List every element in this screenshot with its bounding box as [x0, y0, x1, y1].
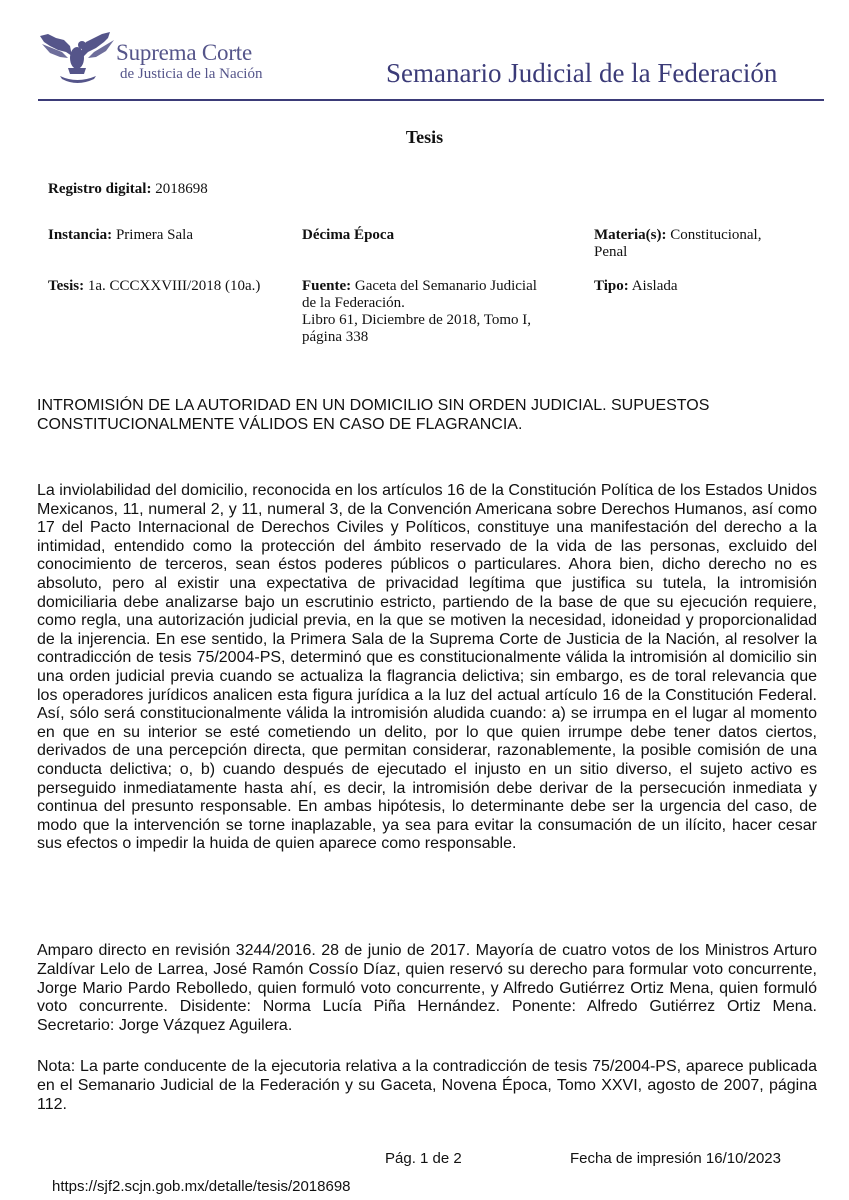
- eagle-emblem-icon: [38, 30, 118, 86]
- page-number: Pág. 1 de 2: [385, 1150, 462, 1167]
- fuente-value-1: Gaceta del Semanario Judicial: [354, 278, 537, 294]
- tesis-label: Tesis:: [48, 278, 85, 294]
- registro-digital: [48, 181, 208, 198]
- site-title: Semanario Judicial de la Federación: [386, 58, 778, 88]
- fuente-value-3: Libro 61, Diciembre de 2018, Tomo I,: [302, 312, 532, 328]
- note-paragraph: Nota: La parte conducente de la ejecutoria relativa a la contradicción de tesis 75/2004-PS, aparece publicada en el Semanario Judicial de la Federación y su Gaceta, Novena Época, Tomo XXVI, agosto de 2007, página 112.: [37, 1058, 817, 1113]
- document-heading: Tesis: [405, 127, 444, 147]
- materia-label: Materia(s):: [594, 227, 667, 243]
- epoca-value: Décima Época: [302, 227, 395, 243]
- registro-value: 2018698: [155, 181, 208, 197]
- logo-line-2: de Justicia de la Nación: [120, 66, 263, 82]
- tesis-rubro: INTROMISIÓN DE LA AUTORIDAD EN UN DOMICILIO SIN ORDEN JUDICIAL. SUPUESTOS CONSTITUCIONALMENTE VÁLIDOS EN CASO DE FLAGRANCIA.: [37, 397, 710, 433]
- fuente-label: Fuente:: [302, 278, 352, 294]
- tesis-value: 1a. CCCXXVIII/2018 (10a.): [87, 278, 261, 294]
- header-divider: [38, 99, 824, 101]
- epoca: [302, 227, 394, 244]
- registro-label: Registro digital:: [48, 181, 152, 197]
- logo-wordmark: [116, 40, 262, 82]
- instancia: [48, 227, 193, 244]
- source-url: https://sjf2.scjn.gob.mx/detalle/tesis/2018698: [52, 1178, 351, 1195]
- print-date: Fecha de impresión 16/10/2023: [570, 1150, 781, 1167]
- tesis-body: La inviolabilidad del domicilio, reconocida en los artículos 16 de la Constitución Política de los Estados Unidos Mexicanos, 11, numeral 2, y 11, numeral 3, de la Convención Americana sobre Derechos Humanos, así como 17 del Pacto Internacional de Derechos Civiles y Políticos, constituye una manifestación del derecho a la intimidad, entendido como la protección del ámbito reservado de la vida de las personas, excluido del conocimiento de terceros, sean éstos poderes públicos o particulares. Ahora bien, dicho derecho no es absoluto, pero al existir una expectativa de privacidad legítima que justifica su tutela, la intromisión domiciliaria debe analizarse bajo un escrutinio estricto, partiendo de la base de que su ejecución requiere, como regla, una autorización judicial previa, en la que se motiven la necesidad, idoneidad y proporcionalidad de la injerencia. En ese sentido, la Primera Sala de la Suprema Corte de Justicia de la Nación, al resolver la contradicción de tesis 75/2004-PS, determinó que es constitucionalmente válida la intromisión al domicilio sin una orden judicial previa cuando se actualiza la flagrancia delictiva; sin embargo, es de toral relevancia que los operadores jurídicos analicen esta figura jurídica a la luz del actual artículo 16 de la Constitución Federal. Así, sólo será constitucionalmente válida la intromisión aludida cuando: a) se irrumpa en el lugar al momento en que en su interior se esté cometiendo un delito, por lo que quien irrumpe debe tener datos ciertos, derivados de una percepción directa, que permitan considerar, razonablemente, la posible comisión de una conducta delictiva; o, b) cuando después de ejecutado el injusto en un sitio diverso, el sujeto activo es perseguido inmediatamente hasta ahí, es decir, la intromisión debe derivar de la persecución inmediata y continua del presunto responsable. En ambas hipótesis, lo determinante debe ser la urgencia del caso, de modo que la intervención se torne inaplazable, ya sea para evitar la consumación de un ilícito, hacer cesar sus efectos o impedir la huida de quien aparece como responsable.: [37, 482, 817, 853]
- precedent-paragraph: Amparo directo en revisión 3244/2016. 28 de junio de 2017. Mayoría de cuatro votos de los Ministros Arturo Zaldívar Lelo de Larrea, José Ramón Cossío Díaz, quien reservó su derecho para formular voto concurrente, Jorge Mario Pardo Rebolledo, quien formuló voto concurrente, y Alfredo Gutiérrez Ortiz Mena, quien formuló voto concurrente. Disidente: Norma Lucía Piña Hernández. Ponente: Alfredo Gutiérrez Ortiz Mena. Secretario: Jorge Vázquez Aguilera.: [37, 942, 817, 1035]
- tipo-label: Tipo:: [594, 278, 629, 294]
- instancia-label: Instancia:: [48, 227, 113, 243]
- tipo: [594, 278, 678, 295]
- fuente: [302, 278, 592, 346]
- materia-value-2: Penal: [594, 244, 628, 260]
- materia-value-1: Constitucional,: [670, 227, 762, 243]
- fuente-value-4: página 338: [302, 329, 369, 345]
- tesis: [48, 278, 260, 295]
- materia: [594, 227, 814, 261]
- instancia-value: Primera Sala: [115, 227, 193, 243]
- fuente-value-2: de la Federación.: [302, 295, 405, 311]
- tipo-value: Aislada: [631, 278, 678, 294]
- logo-line-1: Suprema Corte: [116, 40, 253, 65]
